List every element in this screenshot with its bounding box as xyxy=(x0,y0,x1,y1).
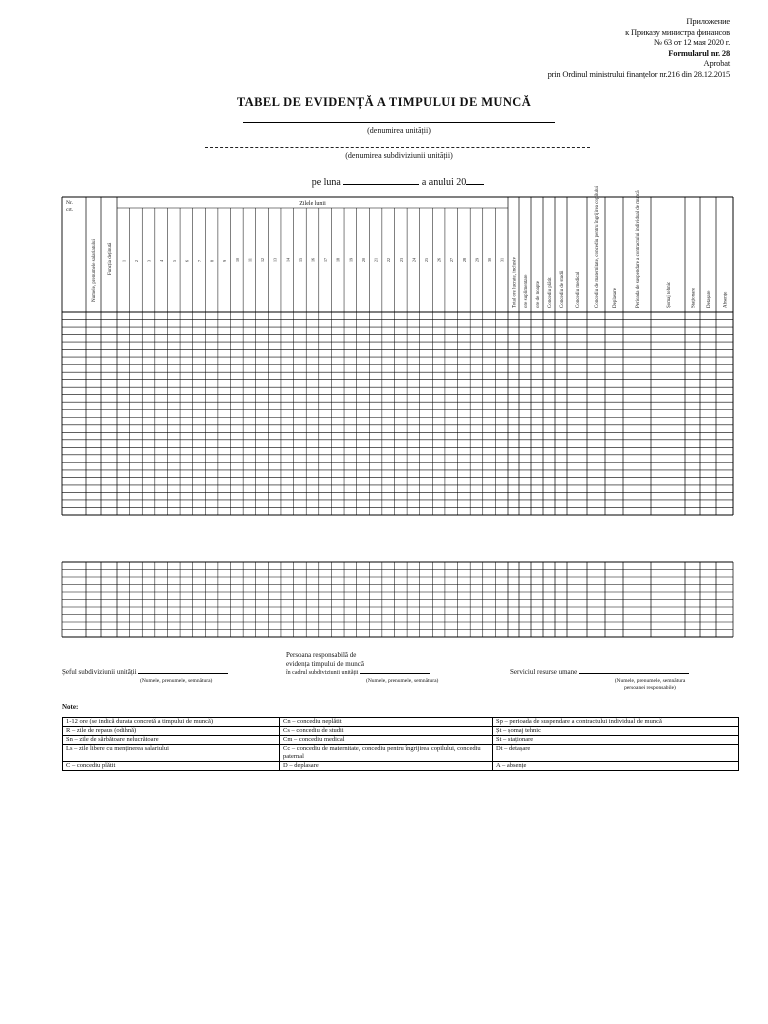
header-line: к Приказу министра финансов xyxy=(625,26,730,37)
name-header: Numele, prenumele salariatului xyxy=(92,239,97,302)
day-number: 2 xyxy=(133,260,139,262)
chief-caption: (Numele, prenumele, semnătura) xyxy=(140,678,213,684)
hr-caption-line: persoanei responsabile) xyxy=(624,685,676,691)
legend-row xyxy=(63,762,739,771)
days-header: Zilele lunii xyxy=(299,201,326,207)
chief-label: Șeful subdiviziunii unității xyxy=(62,668,137,676)
legend-cell: Sp – perioada de suspendare a contractului individual de muncă xyxy=(493,718,739,727)
summary-header: Concediu plătit xyxy=(548,277,553,308)
legend-cell: Sn – zile de sărbătoare nelucrătoare xyxy=(63,736,280,745)
header-line: prin Ordinul ministrului finanțelor nr.216 din 28.12.2015 xyxy=(547,68,730,79)
day-number: 7 xyxy=(196,260,202,262)
notes-title: Note: xyxy=(62,703,79,711)
day-number: 9 xyxy=(222,260,228,262)
day-number: 13 xyxy=(272,258,278,262)
day-number: 21 xyxy=(373,258,379,262)
nr-header: Nr. xyxy=(66,200,73,206)
legend-cell: Ls – zile libere cu menținerea salariului xyxy=(63,745,280,762)
summary-header: ore de noapte xyxy=(536,281,541,308)
legend-cell: Cm – concediu medical xyxy=(280,736,493,745)
day-number: 5 xyxy=(171,260,177,262)
day-number: 22 xyxy=(386,258,392,262)
day-number: 16 xyxy=(310,258,316,262)
day-number: 17 xyxy=(323,258,329,262)
unit-name-caption: (denumirea unității) xyxy=(367,126,431,135)
hr-caption-line: (Numele, prenumele, semnătura xyxy=(614,678,686,684)
day-number: 3 xyxy=(146,260,152,262)
day-number: 15 xyxy=(297,258,303,262)
legend-cell: C – concediu plătit xyxy=(63,762,280,771)
hr-signature-field[interactable] xyxy=(579,673,689,674)
day-number: 27 xyxy=(449,258,455,262)
legend-cell: Dt – detașare xyxy=(493,745,739,762)
summary-header: Total ore lucrate, inclusiv xyxy=(512,256,518,308)
day-number: 12 xyxy=(260,258,266,262)
legend-cell: 1-12 ore (se indică durata concretă a timpului de muncă) xyxy=(63,718,280,727)
year-label: a anului 20 xyxy=(421,177,467,188)
legend-cell: Cs – concediu de studii xyxy=(280,727,493,736)
responsible-signature xyxy=(286,670,430,676)
summary-header: Concediu medical xyxy=(576,271,581,308)
day-number: 29 xyxy=(474,258,480,262)
responsible-label: în cadrul subdiviziunii unității xyxy=(286,670,359,676)
summary-header: Detașare xyxy=(707,290,712,308)
chief-signature-field[interactable] xyxy=(138,673,228,674)
day-number: 10 xyxy=(234,258,240,262)
day-number: 23 xyxy=(398,258,404,262)
day-number: 14 xyxy=(285,258,291,262)
day-number: 31 xyxy=(499,258,505,262)
day-number: 30 xyxy=(487,258,493,262)
summary-header: Absențe xyxy=(723,291,729,308)
header-line: Aprobat xyxy=(703,58,730,69)
legend-cell: St – staționare xyxy=(493,736,739,745)
legend-cell: Cc – concediu de maternitate, concediu pentru îngrijirea copilului, concediu paternal xyxy=(280,745,493,762)
summary-header: Staționare xyxy=(691,287,697,308)
responsible-label: evidența timpului de muncă xyxy=(286,660,364,668)
legend-cell: A – absențe xyxy=(493,762,739,771)
day-number: 28 xyxy=(461,258,467,262)
legend-cell: R – zile de repaus (odihnă) xyxy=(63,727,280,736)
responsible-signature-field[interactable] xyxy=(360,673,430,674)
day-number: 20 xyxy=(360,258,366,262)
day-number: 26 xyxy=(436,258,442,262)
header-line: Приложение xyxy=(686,16,730,26)
summary-header: Perioada de suspendare a contractului individual de muncă xyxy=(636,190,641,308)
legend-row xyxy=(63,727,739,736)
summary-header: Concediu de studii xyxy=(560,270,565,308)
legend-row xyxy=(63,745,739,762)
form-number: Formularul nr. 28 xyxy=(668,47,730,58)
summary-header: Concediu de maternitate, concediu pentru îngrijirea copilului xyxy=(595,185,600,308)
summary-header: ore suplimentare xyxy=(524,274,529,308)
day-number: 18 xyxy=(335,258,341,262)
hr-signature xyxy=(510,668,689,676)
responsible-caption: (Numele, prenumele, semnătura) xyxy=(366,678,439,684)
legend-row xyxy=(63,718,739,727)
legend-cell: Cn – concediu neplătit xyxy=(280,718,493,727)
hr-caption xyxy=(580,678,720,692)
day-number: 25 xyxy=(424,258,430,262)
legend-table xyxy=(62,717,739,771)
page-title: TABEL DE EVIDENȚĂ A TIMPULUI DE MUNCĂ xyxy=(236,95,532,109)
nr-header: crt. xyxy=(66,207,74,213)
chief-signature xyxy=(62,668,228,676)
responsible-person-block xyxy=(286,651,364,669)
day-number: 24 xyxy=(411,258,417,262)
day-number: 19 xyxy=(348,258,354,262)
subdivision-name-caption: (denumirea subdiviziunii unității) xyxy=(345,151,453,160)
day-number: 11 xyxy=(247,258,253,262)
hr-label: Serviciul resurse umane xyxy=(510,668,578,676)
responsible-label: Persoana responsabilă de xyxy=(286,651,357,659)
legend-row xyxy=(63,736,739,745)
role-header: Funcția deținută xyxy=(108,242,113,275)
legend-cell: D – deplasare xyxy=(280,762,493,771)
month-label: pe luna xyxy=(311,177,341,188)
day-number: 6 xyxy=(184,260,190,262)
header-line: № 63 от 12 мая 2020 г. xyxy=(654,37,730,48)
day-number: 8 xyxy=(209,260,215,262)
legend-cell: Șt – șomaj tehnic xyxy=(493,727,739,736)
summary-header: Șomaj tehnic xyxy=(667,281,672,308)
day-number: 4 xyxy=(159,260,165,262)
summary-header: Deplasare xyxy=(613,288,618,308)
day-number: 1 xyxy=(121,260,127,262)
